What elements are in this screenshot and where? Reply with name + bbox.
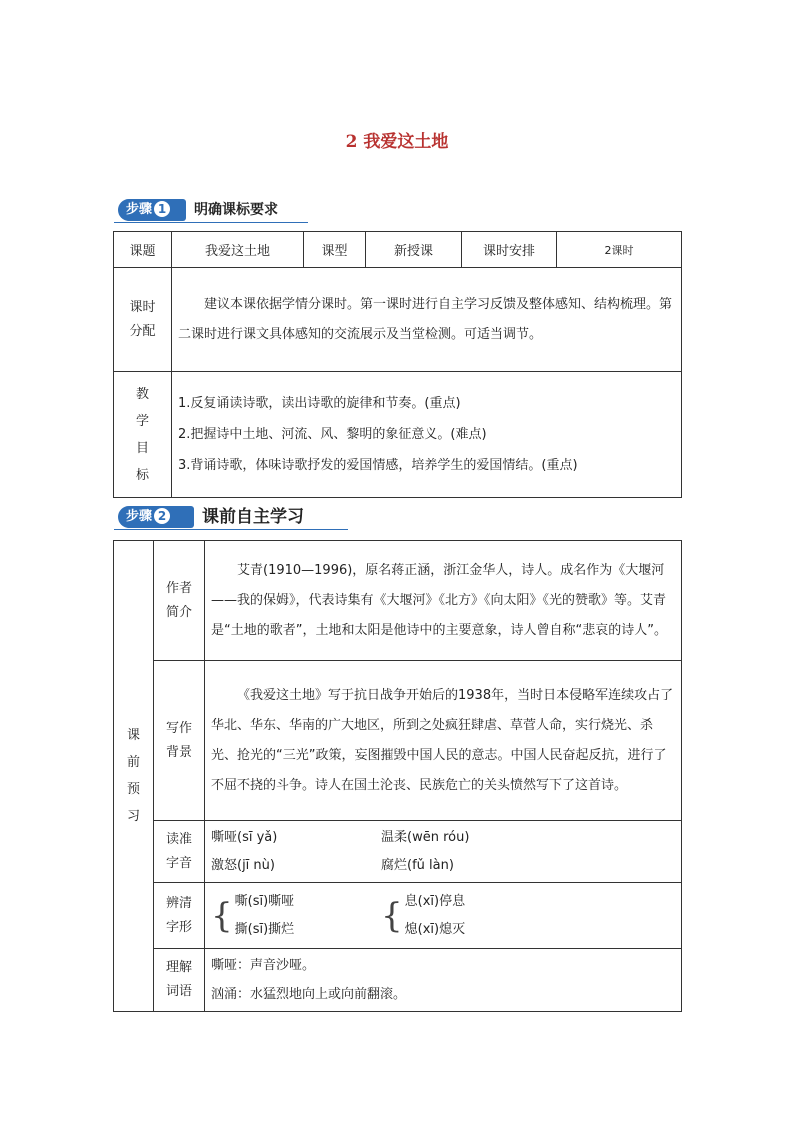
header-line: 字形 — [165, 919, 192, 935]
goal-item: 1.反复诵读诗歌，读出诗歌的旋律和节奏。(重点) — [178, 396, 461, 411]
form-item: 熄(xī)熄灭 — [404, 921, 466, 937]
preview-table — [113, 540, 682, 1012]
lesson-plan-table — [113, 231, 682, 498]
step-tag — [118, 199, 186, 221]
form-groups — [205, 886, 681, 946]
page-title: 2 我爱这土地 — [345, 132, 449, 152]
header-goals-char: 学 — [135, 413, 149, 429]
pronunciation-row — [211, 824, 675, 852]
header-author — [154, 541, 205, 661]
side-char: 前 — [126, 755, 140, 770]
step-underline — [114, 529, 348, 531]
header-line: 辨清 — [165, 895, 192, 911]
header-allocation-line: 课时 — [129, 299, 156, 315]
header-pronunciation — [154, 821, 205, 883]
header-line: 词语 — [165, 984, 192, 999]
step-label: 明确课标要求 — [194, 202, 278, 218]
form-item: 撕(sī)撕烂 — [234, 921, 295, 937]
step-number: 2 — [154, 508, 170, 524]
header-goals-char: 教 — [135, 386, 149, 402]
form-cell — [205, 883, 682, 949]
form-item: 嘶(sī)嘶哑 — [234, 893, 295, 909]
allocation-text: 建议本课依据学情分课时。第一课时进行自主学习反馈及整体感知、结构梳理。第二课时进行课文具体感知的交流展示及当堂检测。可适当调节。 — [172, 268, 682, 372]
schedule-value: 2课时 — [557, 232, 682, 268]
pron-item: 温柔(wēn róu) — [381, 829, 470, 845]
header-allocation — [114, 268, 172, 372]
step-tag-label: 步骤 — [126, 509, 153, 524]
author-text: 艾青(1910—1996)，原名蒋正涵，浙江金华人，诗人。成名作为《大堰河——我的保姆》，代表诗集有《大堰河》《北方》《向太阳》《光的赞歌》等。艾青是“土地的歌者”，土地和太阳是他诗中的主要意象，诗人曾自称“悲哀的诗人”。 — [205, 541, 682, 661]
form-group — [211, 888, 381, 944]
header-vocab — [154, 949, 205, 1012]
header-form — [154, 883, 205, 949]
header-line: 作者 — [165, 580, 192, 596]
header-line: 简介 — [165, 604, 192, 620]
step-label: 课前自主学习 — [202, 507, 304, 527]
pronunciation-row — [211, 852, 675, 880]
vocab-cell — [205, 949, 682, 1012]
step-2-header — [114, 506, 348, 528]
brace-glyph: { — [211, 895, 233, 936]
pron-item: 腐烂(fǔ làn) — [381, 857, 454, 873]
header-schedule: 课时安排 — [462, 232, 557, 268]
type-value: 新授课 — [366, 232, 462, 268]
header-line: 读准 — [165, 831, 192, 847]
goals-list — [172, 372, 682, 498]
side-char: 习 — [126, 809, 140, 824]
header-goals-char: 目 — [135, 440, 149, 456]
side-char: 预 — [126, 782, 140, 797]
vocab-item: 嘶哑：声音沙哑。 — [211, 958, 316, 973]
step-underline — [114, 222, 308, 224]
header-line: 字音 — [165, 855, 192, 871]
side-label — [114, 541, 154, 1012]
pron-item: 嘶哑(sī yǎ) — [211, 829, 278, 845]
step-tag-label: 步骤 — [126, 202, 153, 217]
header-line: 背景 — [165, 744, 192, 760]
background-text: 《我爱这土地》写于抗日战争开始后的1938年，当时日本侵略军连续攻占了华北、华东、华南的广大地区，所到之处疯狂肆虐、草菅人命，实行烧光、杀光、抢光的“三光”政策，妄图摧毁中国人民的意志。中国人民奋起反抗，进行了不屈不挠的斗争。诗人在国土沦丧、民族危亡的关头愤然写下了这首诗。 — [205, 661, 682, 821]
step-1-header — [114, 199, 308, 221]
goal-item: 2.把握诗中土地、河流、风、黎明的象征意义。(难点) — [178, 427, 487, 442]
header-line: 理解 — [165, 960, 192, 975]
goal-item: 3.背诵诗歌，体味诗歌抒发的爱国情感，培养学生的爱国情结。(重点) — [178, 458, 578, 473]
pronunciation-list — [205, 822, 681, 882]
step-number: 1 — [154, 201, 170, 217]
form-item: 息(xī)停息 — [404, 893, 466, 909]
pronunciation-cell — [205, 821, 682, 883]
header-background — [154, 661, 205, 821]
header-line: 写作 — [165, 720, 192, 736]
header-goals — [114, 372, 172, 498]
header-allocation-line: 分配 — [129, 323, 156, 339]
header-topic: 课题 — [114, 232, 172, 268]
pron-item: 激怒(jī nù) — [211, 857, 275, 873]
header-goals-char: 标 — [135, 467, 149, 483]
step-tag — [118, 506, 194, 528]
header-type: 课型 — [304, 232, 366, 268]
topic-value: 我爱这土地 — [172, 232, 304, 268]
brace-glyph: { — [381, 895, 403, 936]
side-char: 课 — [126, 728, 140, 743]
form-group — [381, 888, 551, 944]
vocab-item: 汹涌：水猛烈地向上或向前翻滚。 — [211, 987, 407, 1002]
